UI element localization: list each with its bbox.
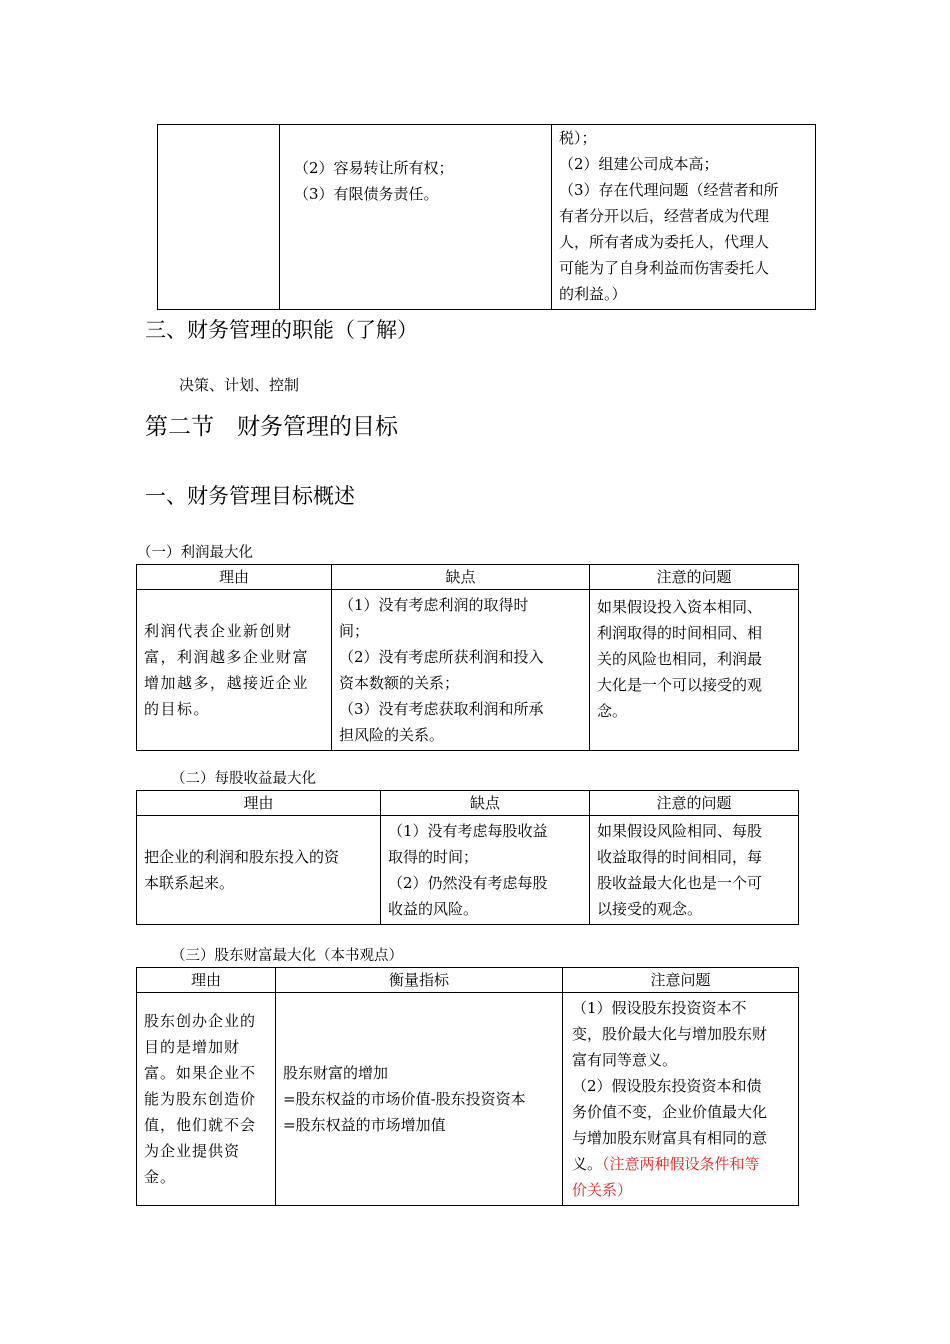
cell-line: （1）没有考虑利润的取得时 bbox=[339, 596, 529, 614]
table3-note-cell bbox=[563, 993, 799, 1206]
table2-header-reason: 理由 bbox=[137, 791, 381, 816]
cell-line: 的目标。 bbox=[144, 700, 211, 718]
table3-metric-cell bbox=[276, 993, 563, 1206]
cell-line: 有者分开以后，经营者成为代理 bbox=[559, 207, 770, 225]
cell-line: 的利益。） bbox=[559, 285, 627, 303]
cell-line: 与增加股东财富具有相同的意 bbox=[572, 1129, 768, 1147]
cell-line: 能为股东创造价 bbox=[144, 1090, 257, 1108]
table3-header-note: 注意问题 bbox=[563, 968, 799, 993]
table3-header-metric: 衡量指标 bbox=[276, 968, 563, 993]
cell-line: 本联系起来。 bbox=[144, 874, 235, 892]
eps-max-table bbox=[136, 790, 799, 925]
table1-header-defect: 缺点 bbox=[332, 565, 590, 590]
subsection-heading: 一、财务管理目标概述 bbox=[145, 484, 355, 508]
cell-line: 富。如果企业不 bbox=[144, 1064, 257, 1082]
cell-line: 如果假设风险相同、每股 bbox=[597, 822, 763, 840]
cell-line: 富有同等意义。 bbox=[572, 1051, 678, 1069]
table2-header-note: 注意的问题 bbox=[590, 791, 799, 816]
table2-reason-cell bbox=[137, 816, 381, 925]
cell-line: 变，股价最大化与增加股东财 bbox=[572, 1025, 768, 1043]
table1-caption: （一）利润最大化 bbox=[137, 545, 253, 561]
table3-header-reason: 理由 bbox=[137, 968, 276, 993]
cell-line: （2）假设股东投资资本和债 bbox=[572, 1077, 762, 1095]
cell-line: 金。 bbox=[144, 1168, 177, 1186]
table2-note-cell bbox=[590, 816, 799, 925]
table1-defect-cell bbox=[332, 590, 590, 751]
shareholder-wealth-table bbox=[136, 967, 799, 1206]
table1-header-note: 注意的问题 bbox=[590, 565, 799, 590]
cell-line: 股收益最大化也是一个可 bbox=[597, 874, 763, 892]
cell-line: 收益的风险。 bbox=[388, 900, 479, 918]
table3-caption: （三）股东财富最大化（本书观点） bbox=[171, 948, 403, 964]
cell-line: （1）假设股东投资资本不 bbox=[572, 999, 747, 1017]
cell-line: 利润取得的时间相同、相 bbox=[597, 624, 763, 642]
table1-header-reason: 理由 bbox=[137, 565, 332, 590]
cell-line: 把企业的利润和股东投入的资 bbox=[144, 848, 340, 866]
cell-line: 为企业提供资 bbox=[144, 1142, 241, 1160]
note-text: 义。 bbox=[572, 1155, 603, 1173]
cell-line: （3）存在代理问题（经营者和所 bbox=[559, 181, 779, 199]
section3-body: 决策、计划、控制 bbox=[179, 376, 300, 394]
cell-line: 大化是一个可以接受的观 bbox=[597, 676, 763, 694]
cell-line: （2）容易转让所有权； bbox=[294, 159, 454, 177]
table2-header-defect: 缺点 bbox=[381, 791, 590, 816]
cell-line: 如果假设投入资本相同、 bbox=[597, 598, 763, 616]
table0-col1-cell bbox=[158, 125, 280, 310]
cell-line: （2）组建公司成本高； bbox=[559, 155, 719, 173]
cell-line: =股东权益的市场价值-股东投资资本 bbox=[283, 1090, 526, 1108]
cell-line: （2）没有考虑所获利润和投入 bbox=[339, 648, 544, 666]
cell-line: （1）没有考虑每股收益 bbox=[388, 822, 548, 840]
company-form-table bbox=[157, 124, 816, 310]
table1-reason-cell bbox=[137, 590, 332, 751]
cell-line: 增加越多，越接近企业 bbox=[144, 674, 310, 692]
section3-heading: 三、财务管理的职能（了解） bbox=[145, 318, 418, 342]
table2-defect-cell bbox=[381, 816, 590, 925]
cell-line: 资本数额的关系； bbox=[339, 674, 460, 692]
cell-line: 股东创办企业的 bbox=[144, 1012, 257, 1030]
table0-col2-cell bbox=[280, 125, 552, 310]
cell-line: （3）没有考虑获取利润和所承 bbox=[339, 700, 544, 718]
cell-line: 担风险的关系。 bbox=[339, 726, 445, 744]
cell-line: 股东财富的增加 bbox=[283, 1064, 389, 1082]
cell-line: 务价值不变，企业价值最大化 bbox=[572, 1103, 768, 1121]
highlight-note: 价关系） bbox=[572, 1181, 633, 1199]
cell-line: 人，所有者成为委托人，代理人 bbox=[559, 233, 770, 251]
chapter-heading: 第二节 财务管理的目标 bbox=[145, 414, 398, 440]
cell-line: 富，利润越多企业财富 bbox=[144, 648, 310, 666]
cell-line: 以接受的观念。 bbox=[597, 900, 703, 918]
table0-col3-cell bbox=[552, 125, 816, 310]
highlight-note: （注意两种假设条件和等 bbox=[602, 1155, 760, 1173]
cell-line: 间； bbox=[339, 622, 370, 640]
cell-line: 目的是增加财 bbox=[144, 1038, 241, 1056]
table3-reason-cell bbox=[137, 993, 276, 1206]
cell-line: 税）； bbox=[559, 129, 597, 147]
table1-note-cell bbox=[590, 590, 799, 751]
cell-line: 取得的时间； bbox=[388, 848, 479, 866]
cell-line: 关的风险也相同，利润最 bbox=[597, 650, 763, 668]
cell-line: =股东权益的市场增加值 bbox=[283, 1116, 446, 1134]
cell-line bbox=[572, 1151, 792, 1177]
profit-max-table bbox=[136, 564, 799, 751]
cell-line: 利润代表企业新创财 bbox=[144, 622, 293, 640]
cell-line: 可能为了自身利益而伤害委托人 bbox=[559, 259, 770, 277]
table2-caption: （二）每股收益最大化 bbox=[171, 771, 316, 787]
cell-line: 值，他们就不会 bbox=[144, 1116, 257, 1134]
cell-line: （2）仍然没有考虑每股 bbox=[388, 874, 548, 892]
cell-line: 收益取得的时间相同，每 bbox=[597, 848, 763, 866]
cell-line: 念。 bbox=[597, 702, 628, 720]
cell-line: （3）有限债务责任。 bbox=[294, 185, 439, 203]
